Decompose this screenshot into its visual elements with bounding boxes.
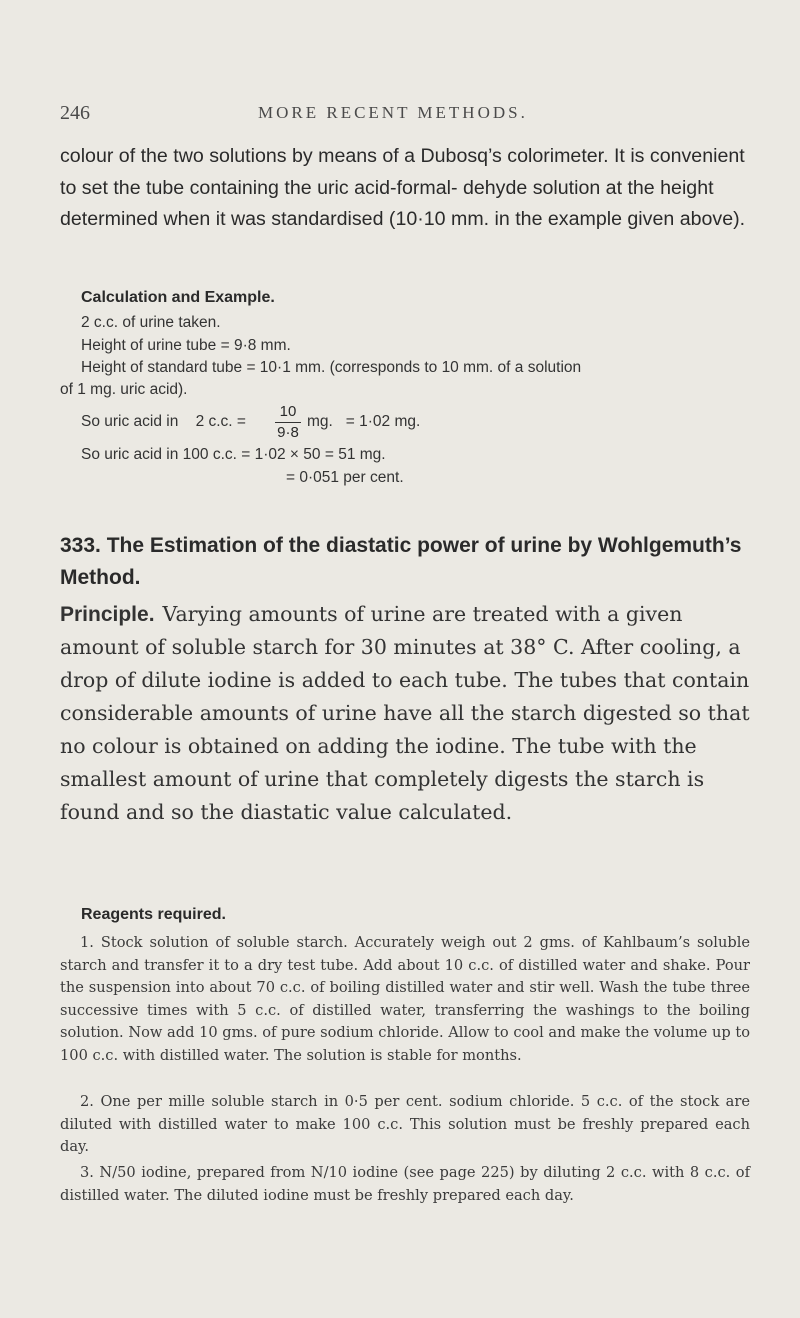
reagent-item-1-text: 1. Stock solution of soluble starch. Accurately weigh out 2 gms. of Kahlbaum’s soluble starch and transfer it to a dry test tube. Add about 10 c.c. of distilled water and shake. Pour the suspension into about 70 c.c. of boiling distilled water and stir well. Wash the tube three successive times with 5 c.c. of distilled water, transferring the washings to the boiling solution. Now add 10 gms. of pure sodium chloride. Allow to cool and make the volume up to 100 c.c. with distilled water. The solution is stable for months. bbox=[60, 934, 750, 1064]
reagent-item-2 bbox=[60, 1091, 750, 1159]
section-heading-333: 333. The Estimation of the diastatic power of urine by Wohlgemuth’s Method. bbox=[60, 534, 742, 589]
calc-line-7: = 0·051 per cent. bbox=[286, 469, 404, 486]
calc-line-4: of 1 mg. uric acid). bbox=[60, 381, 188, 398]
calc-line-1: 2 c.c. of urine taken. bbox=[81, 314, 221, 331]
fraction bbox=[275, 403, 301, 442]
principle-label: Principle. bbox=[60, 603, 155, 626]
reagents-title: Reagents required. bbox=[81, 906, 226, 923]
running-head: MORE RECENT METHODS. bbox=[258, 103, 528, 122]
fraction-numerator: 10 bbox=[279, 403, 297, 420]
reagent-item-2-text: 2. One per mille soluble starch in 0·5 per cent. sodium chloride. 5 c.c. of the stock are diluted with distilled water to make 100 c.c. This solution must be freshly prepared each day. bbox=[60, 1093, 750, 1156]
calc-line-2: Height of urine tube = 9·8 mm. bbox=[81, 337, 291, 354]
intro-paragraph: colour of the two solutions by means of a Dubosq’s colorimeter. It is convenient to set the tube containing the uric acid-formal- dehyde solution at the height determined when it was standardised (10·10 mm. in the example given above). bbox=[60, 145, 746, 230]
calc-line-5-right: mg. = 1·02 mg. bbox=[307, 413, 421, 430]
reagent-item-3 bbox=[60, 1162, 750, 1207]
calc-line-3: Height of standard tube = 10·1 mm. (corresponds to 10 mm. of a solution bbox=[81, 359, 582, 376]
principle-text: Varying amounts of urine are treated with a given amount of soluble starch for 30 minutes at 38° C. After cooling, a drop of dilute iodine is added to each tube. The tubes that contain considerable amounts of urine have all the starch digested so that no colour is obtained on adding the iodine. The tube with the smallest amount of urine that completely digests the starch is found and so the diastatic value calculated. bbox=[60, 602, 750, 824]
calc-line-5-left: So uric acid in 2 c.c. = bbox=[81, 413, 246, 430]
calculation-title: Calculation and Example. bbox=[81, 289, 275, 306]
reagent-item-3-text: 3. N/50 iodine, prepared from N/10 iodine (see page 225) by diluting 2 c.c. with 8 c.c. of distilled water. The diluted iodine must be freshly prepared each day. bbox=[60, 1164, 750, 1204]
principle-paragraph bbox=[60, 598, 750, 829]
reagent-item-1 bbox=[60, 932, 750, 1068]
calc-line-6: So uric acid in 100 c.c. = 1·02 × 50 = 51 mg. bbox=[81, 446, 386, 463]
fraction-bar bbox=[275, 422, 301, 423]
page-number: 246 bbox=[60, 102, 90, 124]
fraction-denominator: 9·8 bbox=[277, 424, 299, 441]
